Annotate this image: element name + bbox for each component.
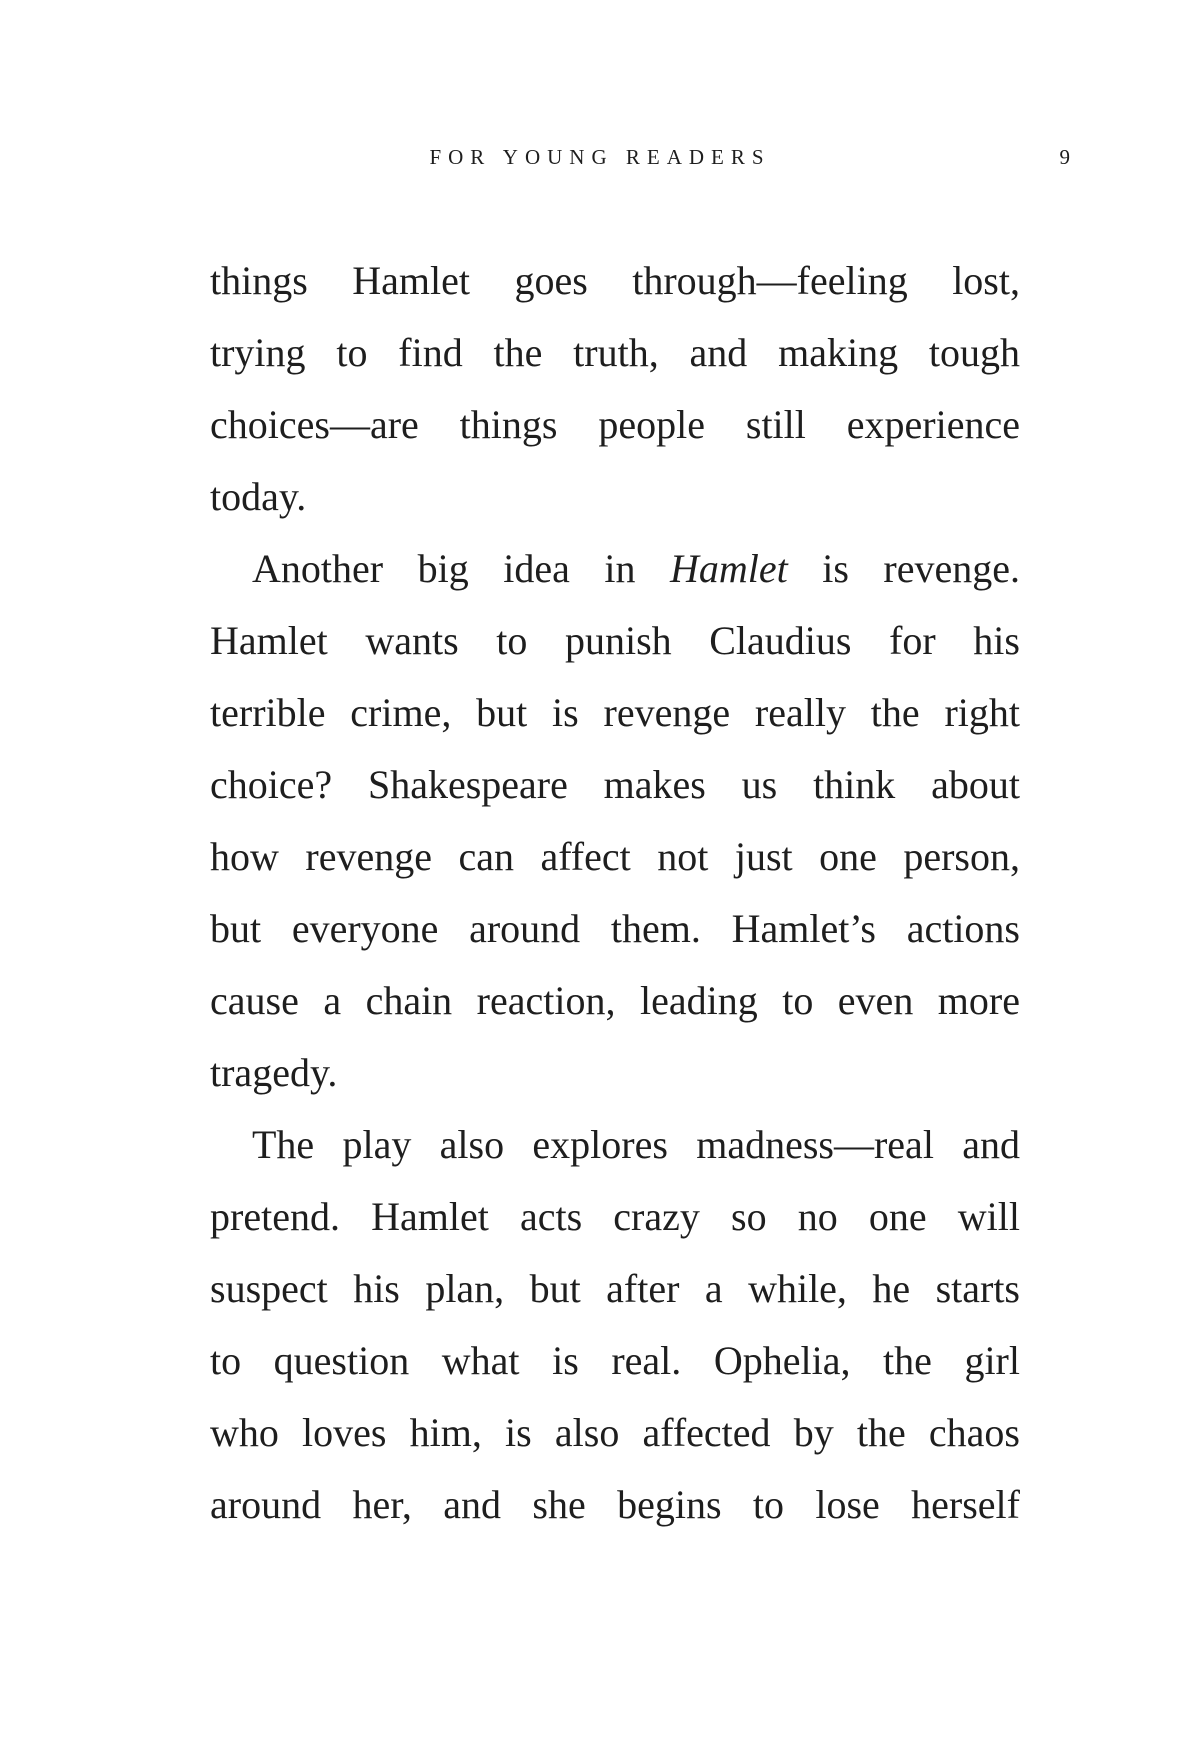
text-line: choice? Shakespeare makes us think about [210,762,1020,807]
running-header [0,142,1200,172]
text-line: things Hamlet goes through—feeling lost, [210,258,1020,303]
text-line: but everyone around them. Hamlet’s actions [210,906,1020,951]
text-line-with-italic [210,533,1020,605]
italic-title: Hamlet [669,546,788,591]
text-fragment: Another big idea in [252,546,670,591]
paragraph-3 [210,1109,1020,1541]
text-line: The play also explores madness—real and [252,1122,1020,1167]
paragraph-2 [210,533,1020,1109]
text-line: cause a chain reaction, leading to even more [210,978,1020,1023]
text-line: trying to find the truth, and making tough [210,330,1020,375]
text-line: how revenge can affect not just one person, [210,834,1020,879]
body-text [210,245,1020,1541]
text-fragment: is revenge. [787,546,1020,591]
running-title: FOR YOUNG READERS [429,145,771,169]
paragraph-1 [210,245,1020,533]
text-line: choices—are things people still experience [210,402,1020,447]
text-line: suspect his plan, but after a while, he starts [210,1266,1020,1311]
text-line: tragedy. [210,1050,338,1095]
text-line: who loves him, is also affected by the chaos [210,1410,1020,1455]
text-line: Hamlet wants to punish Claudius for his [210,618,1020,663]
text-line: terrible crime, but is revenge really the right [210,690,1020,735]
text-line: to question what is real. Ophelia, the girl [210,1338,1020,1383]
page-number: 9 [1059,145,1070,169]
text-line: pretend. Hamlet acts crazy so no one will [210,1194,1020,1239]
text-line: around her, and she begins to lose herself [210,1482,1020,1527]
text-line: today. [210,474,307,519]
